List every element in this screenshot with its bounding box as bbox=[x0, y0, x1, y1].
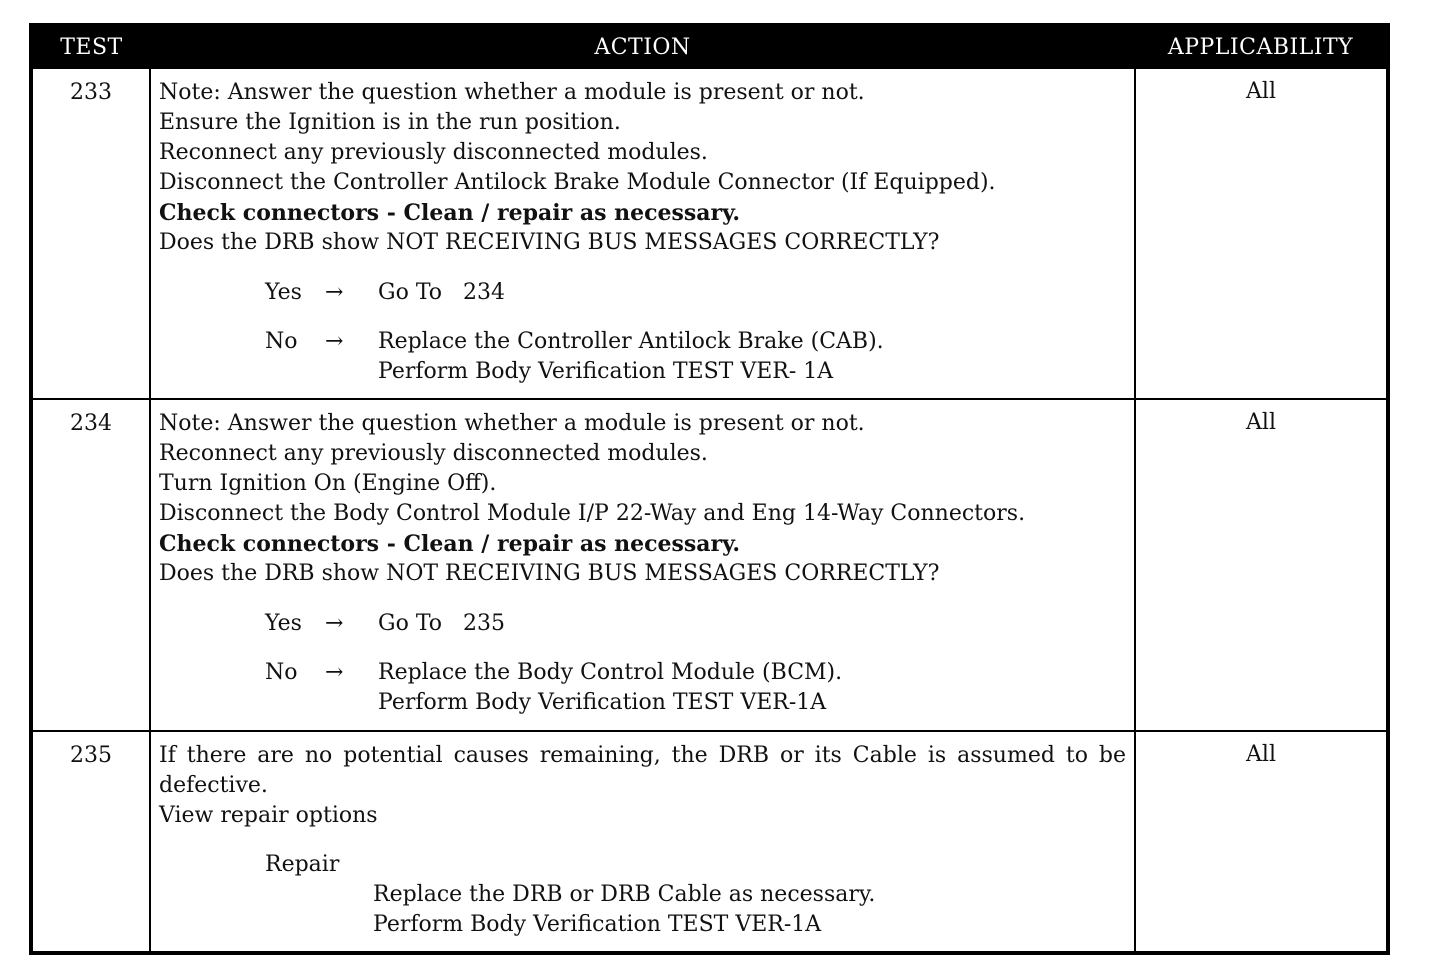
action-line-emphasis: Check connectors - Clean / repair as necessary. bbox=[159, 531, 741, 557]
no-label: No bbox=[265, 329, 298, 354]
repair-line: Replace the DRB or DRB Cable as necessary. bbox=[373, 882, 876, 907]
action-line: Reconnect any previously disconnected modules. bbox=[159, 140, 708, 165]
no-action-line: Perform Body Verification TEST VER- 1A bbox=[378, 359, 834, 384]
action-line: Disconnect the Controller Antilock Brake Module Connector (If Equipped). bbox=[159, 170, 996, 195]
action-line: Note: Answer the question whether a module is present or not. bbox=[159, 80, 865, 105]
action-cell bbox=[150, 731, 1135, 953]
no-action-line: Perform Body Verification TEST VER-1A bbox=[378, 690, 827, 715]
action-cell bbox=[150, 68, 1135, 399]
repair-steps bbox=[373, 880, 1126, 940]
no-label: No bbox=[265, 660, 298, 685]
action-line: Reconnect any previously disconnected modules. bbox=[159, 441, 708, 466]
no-action-line: Replace the Controller Antilock Brake (CAB). bbox=[378, 329, 884, 354]
arrow-right-icon: → bbox=[325, 660, 344, 685]
applicability-value: All bbox=[1135, 68, 1388, 399]
applicability-value: All bbox=[1135, 731, 1388, 953]
action-line: Disconnect the Body Control Module I/P 22-Way and Eng 14-Way Connectors. bbox=[159, 501, 1026, 526]
header-action: ACTION bbox=[150, 25, 1135, 68]
arrow-right-icon: → bbox=[325, 280, 344, 305]
header-applicability: APPLICABILITY bbox=[1135, 25, 1388, 68]
no-branch bbox=[265, 658, 1126, 718]
action-line: Note: Answer the question whether a module is present or not. bbox=[159, 411, 865, 436]
action-line-emphasis: Check connectors - Clean / repair as necessary. bbox=[159, 200, 741, 226]
yes-label: Yes bbox=[265, 280, 302, 305]
yes-branch bbox=[265, 278, 1126, 308]
repair-label: Repair bbox=[265, 852, 340, 877]
yes-action: Go To 235 bbox=[378, 611, 505, 636]
test-number: 235 bbox=[31, 731, 150, 953]
yes-label: Yes bbox=[265, 611, 302, 636]
action-question: Does the DRB show NOT RECEIVING BUS MESSAGES CORRECTLY? bbox=[159, 230, 940, 255]
diagnostic-test-table bbox=[29, 23, 1390, 955]
table-row bbox=[31, 68, 1388, 399]
no-branch bbox=[265, 327, 1126, 387]
table-row bbox=[31, 731, 1388, 953]
view-repair-options: View repair options bbox=[159, 803, 378, 828]
repair-line: Perform Body Verification TEST VER-1A bbox=[373, 912, 822, 937]
no-action bbox=[378, 658, 1126, 718]
test-number: 234 bbox=[31, 399, 150, 731]
action-line: If there are no potential causes remaining, the DRB or its Cable is assumed to be defective. bbox=[159, 743, 1126, 798]
header-test: TEST bbox=[31, 25, 150, 68]
table-header-row bbox=[31, 25, 1388, 68]
no-action-line: Replace the Body Control Module (BCM). bbox=[378, 660, 843, 685]
action-question: Does the DRB show NOT RECEIVING BUS MESSAGES CORRECTLY? bbox=[159, 561, 940, 586]
test-number: 233 bbox=[31, 68, 150, 399]
arrow-right-icon: → bbox=[325, 329, 344, 354]
applicability-value: All bbox=[1135, 399, 1388, 731]
yes-action: Go To 234 bbox=[378, 280, 505, 305]
action-line: Turn Ignition On (Engine Off). bbox=[159, 471, 497, 496]
action-line: Ensure the Ignition is in the run position. bbox=[159, 110, 621, 135]
yes-branch bbox=[265, 609, 1126, 639]
no-action bbox=[378, 327, 1126, 387]
action-cell bbox=[150, 399, 1135, 731]
arrow-right-icon: → bbox=[325, 611, 344, 636]
table-row bbox=[31, 399, 1388, 731]
